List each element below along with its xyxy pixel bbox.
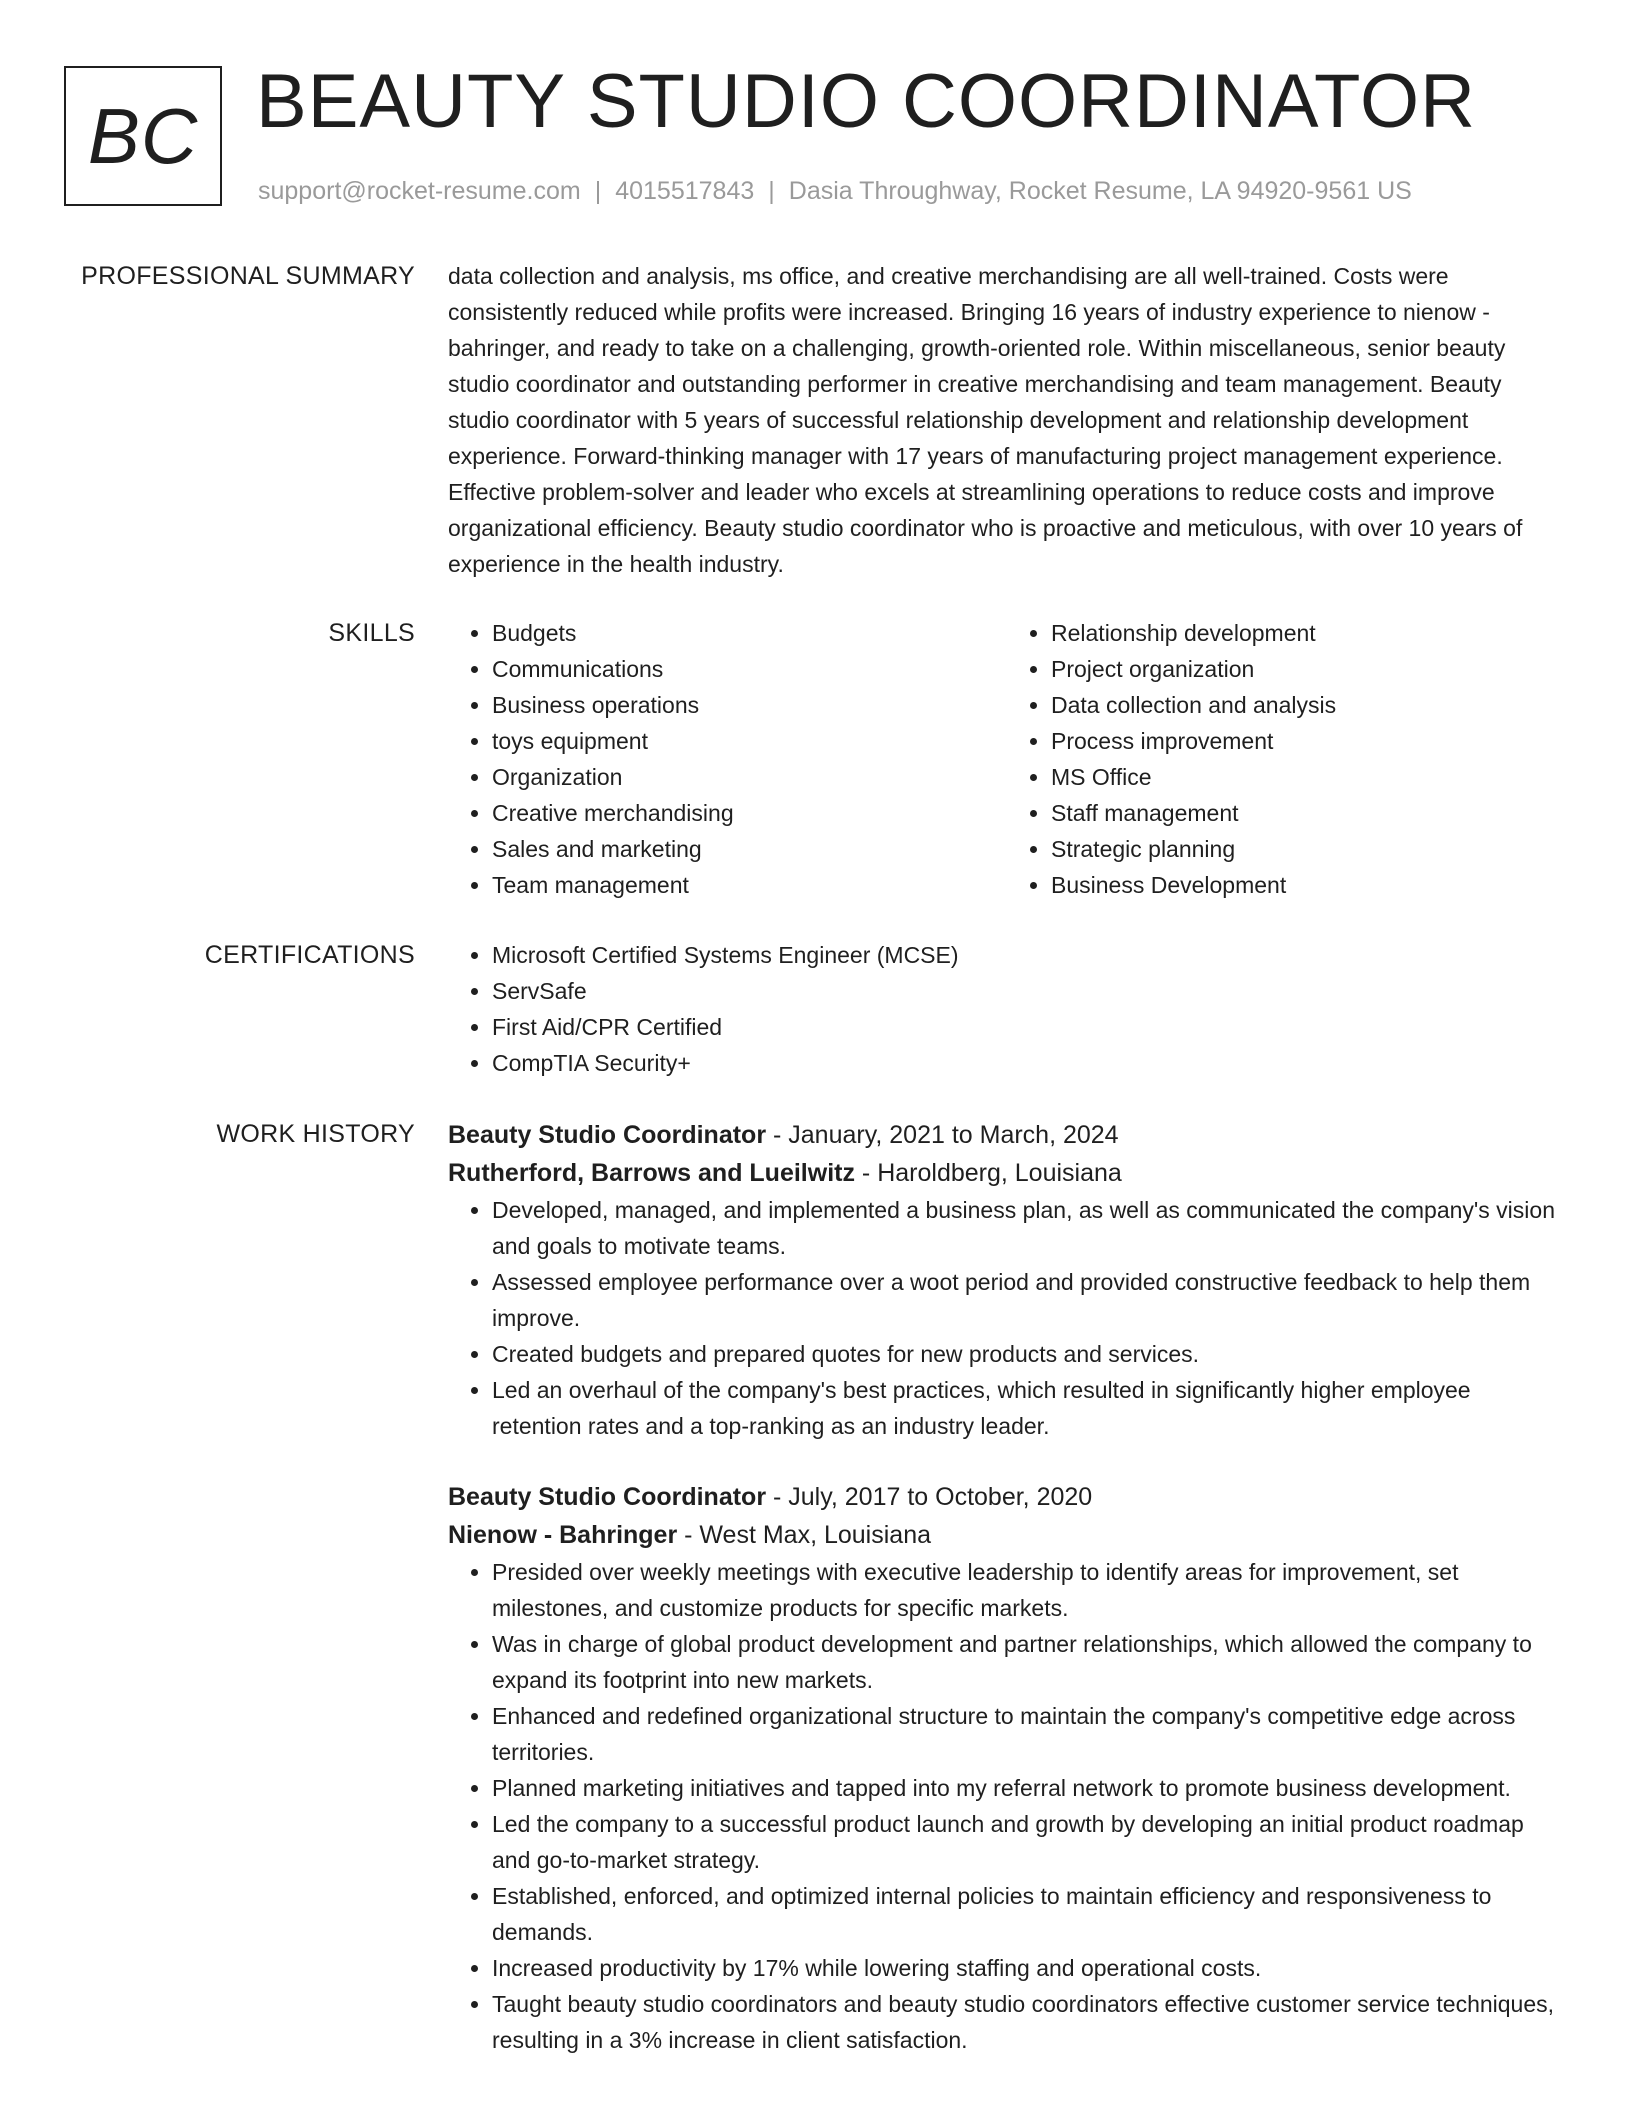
job-entry xyxy=(448,1116,1566,1444)
skill-item: • Project organization xyxy=(1051,651,1566,687)
skill-item: • Data collection and analysis xyxy=(1051,687,1566,723)
job-bullet: • Assessed employee performance over a woot period and provided constructive feedback to help them improve. xyxy=(492,1264,1566,1336)
work-history-body xyxy=(448,1116,1566,2058)
job-bullet: • Presided over weekly meetings with executive leadership to identify areas for improvement, set milestones, and customize products for specific markets. xyxy=(492,1554,1566,1626)
resume-title: BEAUTY STUDIO COORDINATOR xyxy=(256,59,1477,144)
monogram-initials: BC xyxy=(64,66,222,206)
skill-item: • Sales and marketing xyxy=(492,831,1007,867)
skill-item: • toys equipment xyxy=(492,723,1007,759)
job-bullet: • Established, enforced, and optimized internal policies to maintain efficiency and responsiveness to demands. xyxy=(492,1878,1566,1950)
job-entry xyxy=(448,1478,1566,2058)
job-dates: - July, 2017 to October, 2020 xyxy=(766,1483,1093,1511)
job-title-line xyxy=(448,1478,1566,1516)
job-bullet: • Created budgets and prepared quotes for new products and services. xyxy=(492,1336,1566,1372)
job-bullets xyxy=(448,1554,1566,2058)
job-company-line xyxy=(448,1154,1566,1192)
job-title: Beauty Studio Coordinator xyxy=(448,1121,767,1149)
job-location: - West Max, Louisiana xyxy=(677,1521,931,1549)
contact-email: support@rocket-resume.com xyxy=(258,177,581,205)
skill-item: • Business Development xyxy=(1051,867,1566,903)
skills-columns xyxy=(448,615,1566,903)
section-label-work-history: WORK HISTORY xyxy=(216,1120,415,1148)
skills-list-right xyxy=(1007,615,1566,903)
job-location: - Haroldberg, Louisiana xyxy=(854,1159,1122,1187)
job-bullet: • Enhanced and redefined organizational structure to maintain the company's competitive edge across territories. xyxy=(492,1698,1566,1770)
certification-item: • Microsoft Certified Systems Engineer (MCSE) xyxy=(492,937,1566,973)
contact-address: Dasia Throughway, Rocket Resume, LA 94920-9561 US xyxy=(788,177,1412,205)
section-label-summary: PROFESSIONAL SUMMARY xyxy=(81,262,415,290)
job-bullets xyxy=(448,1192,1566,1444)
skill-item: • Strategic planning xyxy=(1051,831,1566,867)
job-bullet: • Led the company to a successful product launch and growth by developing an initial product roadmap and go-to-market strategy. xyxy=(492,1806,1566,1878)
job-company-line xyxy=(448,1516,1566,1554)
job-title: Beauty Studio Coordinator xyxy=(448,1483,767,1511)
skill-item: • Creative merchandising xyxy=(492,795,1007,831)
skill-item: • Communications xyxy=(492,651,1007,687)
certifications-list xyxy=(448,937,1566,1081)
skill-item: • Team management xyxy=(492,867,1007,903)
skill-item: • MS Office xyxy=(1051,759,1566,795)
certification-item: • First Aid/CPR Certified xyxy=(492,1009,1566,1045)
skill-item: • Business operations xyxy=(492,687,1007,723)
section-label-skills: SKILLS xyxy=(328,619,415,647)
contact-separator: | xyxy=(768,177,775,205)
job-title-line xyxy=(448,1116,1566,1154)
section-label-certifications: CERTIFICATIONS xyxy=(204,941,415,969)
job-bullet: • Increased productivity by 17% while lowering staffing and operational costs. xyxy=(492,1950,1566,1986)
skill-item: • Organization xyxy=(492,759,1007,795)
job-bullet: • Led an overhaul of the company's best practices, which resulted in significantly higher employee retention rates and a top-ranking as an industry leader. xyxy=(492,1372,1566,1444)
skill-item: • Staff management xyxy=(1051,795,1566,831)
job-dates: - January, 2021 to March, 2024 xyxy=(766,1121,1119,1149)
job-bullet: • Was in charge of global product development and partner relationships, which allowed the company to expand its footprint into new markets. xyxy=(492,1626,1566,1698)
certifications-body xyxy=(448,937,1566,1081)
skill-item: • Process improvement xyxy=(1051,723,1566,759)
skill-item: • Relationship development xyxy=(1051,615,1566,651)
job-bullet: • Taught beauty studio coordinators and beauty studio coordinators effective customer service techniques, resulting in a 3% increase in client satisfaction. xyxy=(492,1986,1566,2058)
certification-item: • ServSafe xyxy=(492,973,1566,1009)
certification-item: • CompTIA Security+ xyxy=(492,1045,1566,1081)
summary-text: data collection and analysis, ms office, and creative merchandising are all well-trained. Costs were consistently reduced while profits were increased. Bringing 16 years of industry experience to nienow - bahringer, and ready to take on a challenging, growth-oriented role. Within miscellaneous, senior beauty studio coordinator and outstanding performer in creative merchandising and team management. Beauty studio coordinator with 5 years of successful relationship development and relationship development experience. Forward-thinking manager with 17 years of manufacturing project management experience. Effective problem-solver and leader who excels at streamlining operations to reduce costs and improve organizational efficiency. Beauty studio coordinator who is proactive and meticulous, with over 10 years of experience in the health industry. xyxy=(448,263,1523,577)
contact-phone: 4015517843 xyxy=(615,177,755,205)
job-company: Nienow - Bahringer xyxy=(448,1521,678,1549)
job-bullet: • Developed, managed, and implemented a business plan, as well as communicated the company's vision and goals to motivate teams. xyxy=(492,1192,1566,1264)
contact-line xyxy=(258,174,1412,208)
job-bullet: • Planned marketing initiatives and tapped into my referral network to promote business development. xyxy=(492,1770,1566,1806)
contact-separator: | xyxy=(594,177,602,205)
skill-item: • Budgets xyxy=(492,615,1007,651)
job-company: Rutherford, Barrows and Lueilwitz xyxy=(448,1159,855,1187)
skills-list-left xyxy=(448,615,1007,903)
